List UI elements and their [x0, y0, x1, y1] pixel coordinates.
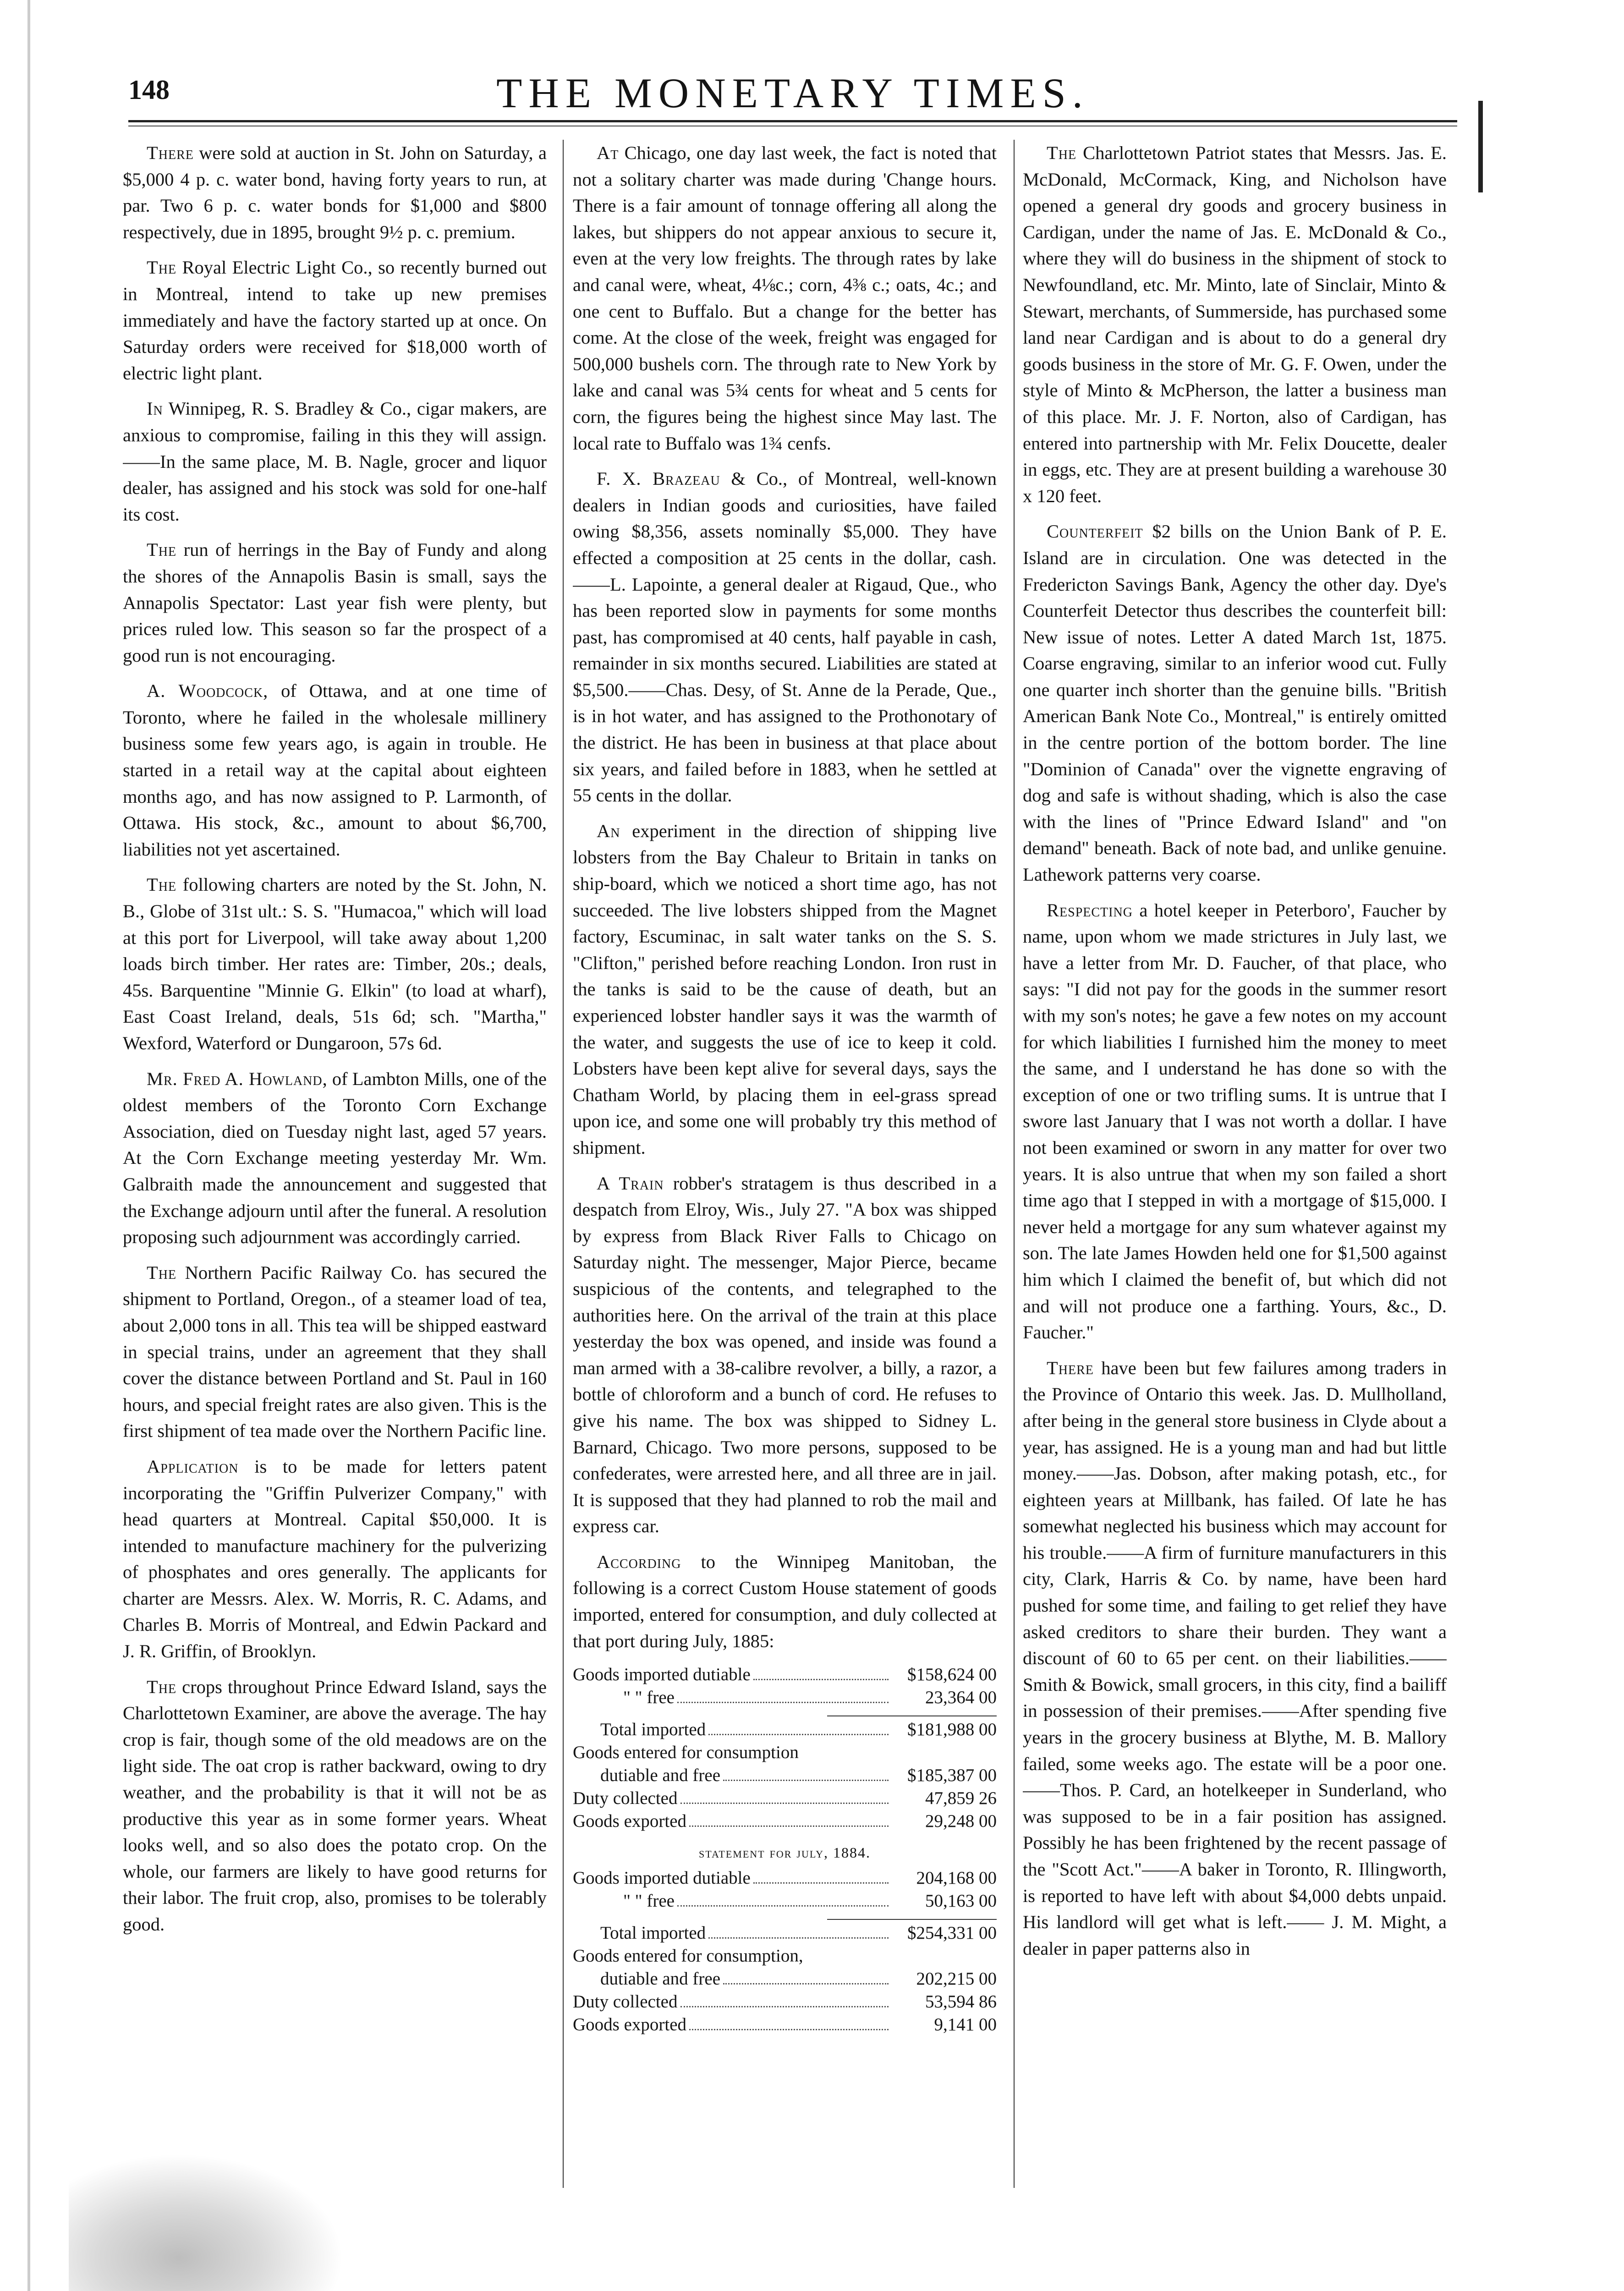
paragraph-text: to the Winnipeg Manitoban, the following is a correct Custom House statement of goods imported, entered for consumption, and duly collected at that port during July, 1885: — [573, 1551, 997, 1651]
statement-value: 202,215 00 — [916, 1969, 997, 1989]
article-paragraph — [123, 1066, 547, 1250]
leader-dots — [680, 2006, 889, 2007]
statement-label: Goods imported dutiable — [573, 1665, 751, 1685]
article-paragraph — [123, 871, 547, 1056]
paragraph-lead: Application — [147, 1456, 239, 1477]
leader-dots — [708, 1734, 889, 1735]
paragraph-text: Chicago, one day last week, the fact is noted that not a solitary charter was made during 'Change hours. There is a fair amount of tonnage offering all along the lakes, but shippers do not appear anxious to secure it, even at the very low freights. The through rates by lake and canal were, wheat, 4⅛c.; corn, 4⅜ c.; oats, 4c.; and one cent to Buffalo. But a change for the better has come. At the close of the week, freight was engaged for 500,000 bushels corn. The through rate to New York by lake and canal was 5¾ cents for wheat and 5 cents for corn, the figures being the highest since May last. The local rate to Buffalo was 1¾ cenfs. — [573, 143, 997, 454]
page-number: 148 — [128, 75, 170, 105]
statement-row — [573, 1810, 997, 1833]
statement-label: dutiable and free — [600, 1765, 721, 1786]
paragraph-text: $2 bills on the Union Bank of P. E. Island are in circulation. One was detected in the Fredericton Savings Bank, Agency the other day. Dye's Counterfeit Detector thus describes the counterfeit bill: New issue of notes. Letter A dated March 1st, 1875. Coarse engraving, similar to an inferior wood cut. Fully one quarter inch shorter than the genuine bills. "British American Bank Note Co., Montreal," is entirely omitted in the centre portion of the bottom border. The line "Dominion of Canada" over the vignette engraving of dog and safe is without shading, which is also the case with the lines of "Prince Edward Island" and "on demand" beneath. Back of note bad, and unlike genuine. Lathework patterns very coarse. — [1023, 521, 1447, 885]
column-rule-2 — [1014, 140, 1015, 2188]
article-paragraph — [1023, 1355, 1447, 1962]
paragraph-lead: An — [597, 820, 620, 841]
paragraph-lead: A. Woodcock, — [147, 680, 269, 702]
article-paragraph — [123, 1260, 547, 1444]
paragraph-text: Royal Electric Light Co., so recently burned out in Montreal, intend to take up new premises immediately and have the factory started up at once. On Saturday orders were received for $18,000 worth of electric light plant. — [123, 257, 547, 384]
article-paragraph — [573, 140, 997, 456]
statement-label: Duty collected — [573, 1992, 678, 2012]
paragraph-lead: The — [147, 874, 177, 895]
paragraph-lead: The — [147, 1676, 177, 1697]
statement-row — [573, 1922, 997, 1945]
statement-label: Goods exported — [573, 1811, 687, 1831]
statement-value: $185,387 00 — [907, 1765, 997, 1786]
statement-row — [573, 1686, 997, 1709]
paragraph-lead: A Train — [597, 1173, 664, 1194]
statement-row — [573, 1718, 997, 1741]
statement-label: Goods entered for consumption, — [573, 1946, 803, 1966]
leader-dots — [680, 1803, 889, 1804]
paragraph-lead: The — [147, 539, 177, 560]
binding-edge — [0, 0, 30, 2291]
paragraph-text: is to be made for letters patent incorporating the "Griffin Pulverizer Company," with head quarters at Montreal. Capital $50,000. It is intended to manufacture machinery for the pulverizing of phosphates and ores generally. The applicants for charter are Messrs. Alex. W. Morris, R. C. Adams, and Charles B. Morris of Montreal, and Edwin Packard and J. R. Griffin, of Brooklyn. — [123, 1456, 547, 1662]
statement-caption: statement for july, 1884. — [699, 1844, 871, 1861]
paragraph-text: crops throughout Prince Edward Island, says the Charlottetown Examiner, are above the average. The hay crop is fair, though some of the old meadows are on the light side. The oat crop is rather backward, owing to dry weather, and the probability is that it will not be as productive this year as in some former years. Wheat looks well, and so also does the potato crop. On the whole, our farmers are likely to have good returns for their labor. The fruit crop, also, promises to be tolerably good. — [123, 1676, 547, 1935]
statement-row — [573, 1741, 997, 1764]
paragraph-text: following charters are noted by the St. John, N. B., Globe of 31st ult.: S. S. "Humacoa," which will load at this port for Liverpool, will take away about 1,200 loads birch timber. Her rates are: Timber, 20s.; deals, 45s. Barquentine "Minnie G. Elkin" (to load at wharf), East Coast Ireland, deals, 51s 6d; sch. "Martha," Wexford, Waterford or Dungaroon, 57s 6d. — [123, 874, 547, 1053]
statement-label: Goods exported — [573, 2015, 687, 2035]
statement-label: Duty collected — [573, 1788, 678, 1809]
statement-value: 50,163 00 — [925, 1891, 997, 1911]
page-header — [128, 69, 1457, 133]
statement-row — [573, 1787, 997, 1810]
article-paragraph — [1023, 897, 1447, 1346]
paragraph-text: Winnipeg, R. S. Bradley & Co., cigar makers, are anxious to compromise, failing in this they will assign.——In the same place, M. B. Nagle, grocer and liquor dealer, has assigned and his stock was sold for one-half its cost. — [123, 398, 547, 525]
statement-row — [573, 1968, 997, 1990]
statement-row — [573, 1764, 997, 1787]
paragraph-lead: Mr. Fred A. Howland, — [147, 1068, 328, 1089]
paragraph-lead: According — [597, 1551, 681, 1572]
article-paragraph — [123, 140, 547, 245]
statement-value: 204,168 00 — [916, 1868, 997, 1888]
column-rule-1 — [563, 140, 564, 2188]
paragraph-lead: The — [147, 257, 177, 278]
article-paragraph — [123, 254, 547, 386]
column-3 — [1023, 140, 1447, 2202]
statement-row — [573, 1990, 997, 2013]
statement-value: $254,331 00 — [907, 1923, 997, 1943]
paragraph-lead: At — [597, 143, 619, 163]
statement-label: Total imported — [600, 1720, 706, 1740]
paragraph-lead: There — [1047, 1357, 1094, 1378]
paragraph-lead: There — [147, 143, 194, 163]
leader-dots — [723, 1983, 889, 1984]
paragraph-lead: Counterfeit — [1047, 521, 1143, 542]
paragraph-text: run of herrings in the Bay of Fundy and along the shores of the Annapolis Basin is small, says the Annapolis Spectator: Last year fish were plenty, but prices ruled low. This season so far the prospect of a good run is not encouraging. — [123, 539, 547, 666]
statement-label: dutiable and free — [600, 1969, 721, 1989]
paragraph-text: Northern Pacific Railway Co. has secured the shipment to Portland, Oregon., of a steamer load of tea, about 2,000 tons in all. This tea will be shipped eastward in special trains, under an agreement that they shall cover the distance between Portland and St. Paul in 160 hours, and special freight rates are also given. This is the first shipment of tea made over the Northern Pacific line. — [123, 1262, 547, 1441]
paragraph-text: of Lambton Mills, one of the oldest members of the Toronto Corn Exchange Association, died on Tuesday night last, aged 57 years. At the Corn Exchange meeting yesterday Mr. Wm. Galbraith made the announcement and suggested that the Exchange adjourn until after the funeral. A resolution proposing such adjournment was accordingly carried. — [123, 1068, 547, 1248]
article-paragraph — [123, 537, 547, 669]
statement-value: 9,141 00 — [934, 2015, 997, 2035]
article-paragraph — [123, 395, 547, 527]
paragraph-text: of Ottawa, and at one time of Toronto, where he failed in the wholesale millinery business some few years ago, is again in trouble. He started in a retail way at the capital about eighteen months ago, and has now assigned to P. Larmonth, of Ottawa. His stock, &c., amount to about $6,700, liabilities not yet ascertained. — [123, 680, 547, 860]
article-paragraph — [123, 678, 547, 862]
statement-value: 29,248 00 — [925, 1811, 997, 1831]
article-paragraph — [1023, 518, 1447, 888]
article-paragraph — [573, 1549, 997, 1654]
statement-label: " " free — [623, 1688, 675, 1708]
leader-dots — [677, 1702, 889, 1703]
paragraph-text: have been but few failures among traders in the Province of Ontario this week. Jas. D. Mullholland, after being in the general store business in Clyde about a year, has assigned. He is a young man and had but little money.——Jas. Dobson, after making potash, etc., for eighteen years at Millbank, has failed. Of late he has somewhat neglected his business which may account for his trouble.——A firm of furniture manufacturers in this city, Clark, Harris & Co. by name, have been hard pushed for some time, and failing to get relief they have asked creditors to share their burden. They want a discount of 60 to 65 per cent. on their liabilities.——Smith & Bowick, small grocers, in this city, find a bailiff in possession of their premises.——After spending five years in the grocery business at Blythe, M. B. Mallory failed, some weeks ago. The estate will be a poor one.——Thos. P. Card, an hotelkeeper in Sunderland, who was supposed to be in a fair position has assigned. Possibly he has been frightened by the recent passage of the "Scott Act."——A baker in Toronto, R. Illingworth, is reported to have left with about $4,000 debts unpaid. His landlord will get what is left.—— J. M. Might, a dealer in paper patterns also in — [1023, 1357, 1447, 1959]
paragraph-text: a hotel keeper in Peterboro', Faucher by name, upon whom we made strictures in July last, we have a letter from Mr. D. Faucher, of that place, who says: "I did not pay for the goods in the summer resort with my son's notes; he gave a few notes on my account for which liabilities I furnished him the money to meet the same, and I understand he has done so with the exception of one or two trifling sums. It is untrue that I swore last January that I was not worth a dollar. I have not been examined or sworn in any matter for over two years. It is also untrue that when my son failed a short time ago that I stepped in with a mortgage of $15,000. I never held a mortgage for any sum whatever against my son. The late James Howden held one for $1,500 against him which I claimed the benefit of, but which did not and will not produce one a farthing. Yours, &c., D. Faucher." — [1023, 899, 1447, 1343]
leader-dots — [723, 1780, 889, 1781]
statement-label: Goods imported dutiable — [573, 1868, 751, 1888]
paragraph-text: experiment in the direction of shipping live lobsters from the Bay Chaleur to Britain in tanks on ship-board, which we noticed a short time ago, has not succeeded. The live lobsters shipped from the Magnet factory, Escuminac, in salt water tanks on the S. S. "Clifton," perished before reaching London. Iron rust in the tanks is said to be the cause of death, but an experienced lobster handler says it was the warmth of the water, and suggests the use of ice to keep it cold. Lobsters have been kept alive for several days, says the Chatham World, by placing them in eel-grass spread upon ice, and some one will probably try this method of shipment. — [573, 820, 997, 1158]
column-1 — [123, 140, 547, 2202]
statement-label: Total imported — [600, 1923, 706, 1943]
statement-row — [573, 1867, 997, 1890]
margin-mark — [1478, 101, 1483, 192]
leader-dots — [689, 1825, 889, 1827]
article-paragraph — [123, 1674, 547, 1938]
statement-label: Goods entered for consumption — [573, 1743, 799, 1763]
paragraph-lead: In — [147, 398, 163, 419]
leader-dots — [708, 1937, 889, 1939]
paragraph-lead: The — [147, 1262, 177, 1283]
article-paragraph — [123, 1453, 547, 1665]
paragraph-text: Charlottetown Patriot states that Messrs. Jas. E. McDonald, McCormack, King, and Nicholson have opened a general dry goods and grocery business in Cardigan, under the name of Jas. E. McDonald & Co., where they will do business in the shipment of stock to Newfoundland, etc. Mr. Minto, late of Sinclair, Minto & Stewart, merchants, of Summerside, has purchased some land near Cardigan and is about to do a general dry goods business in the store of Mr. G. F. Owen, under the style of Minto & McPherson, the latter a business man of this place. Mr. J. F. Norton, also of Cardigan, has entered into partnership with Mr. Felix Doucette, dealer in eggs, etc. They are at present building a warehouse 30 x 120 feet. — [1023, 143, 1447, 506]
statement-row — [573, 2013, 997, 2036]
leader-dots — [689, 2029, 889, 2030]
article-paragraph — [573, 466, 997, 809]
leader-dots — [753, 1679, 889, 1680]
statement-value: 23,364 00 — [925, 1688, 997, 1708]
statement-label: " " free — [623, 1891, 675, 1911]
statement-value: 47,859 26 — [925, 1788, 997, 1809]
article-paragraph — [573, 818, 997, 1161]
leader-dots — [753, 1882, 889, 1884]
statement-value: $158,624 00 — [907, 1665, 997, 1685]
paragraph-text: were sold at auction in St. John on Saturday, a $5,000 4 p. c. water bond, having forty years to run, at par. Two 6 p. c. water bonds for $1,000 and $800 respectively, due in 1895, brought 9½ p. c. premium. — [123, 143, 547, 242]
sum-rule — [827, 1919, 997, 1920]
header-rule — [128, 120, 1457, 122]
masthead-title: THE MONETARY TIMES. — [496, 70, 1089, 116]
leader-dots — [677, 1905, 889, 1907]
statement-value: $181,988 00 — [907, 1720, 997, 1740]
column-2 — [573, 140, 997, 2202]
statement-row — [573, 1890, 997, 1913]
paragraph-lead: F. X. Brazeau — [597, 468, 720, 489]
statement-row — [573, 1663, 997, 1686]
paragraph-lead: The — [1047, 143, 1077, 163]
statement-row — [573, 1945, 997, 1968]
customs-statement — [573, 1663, 997, 2036]
paragraph-lead: Respecting — [1047, 899, 1133, 921]
article-paragraph — [1023, 140, 1447, 509]
statement-value: 53,594 86 — [925, 1992, 997, 2012]
paragraph-text: & Co., of Montreal, well-known dealers in Indian goods and curiosities, have failed owing $8,356, assets nominally $5,000. They have effected a composition at 25 cents in the dollar, cash.——L. Lapointe, a general dealer at Rigaud, Que., who has been reported slow in payments for some months past, has compromised at 40 cents, half payable in cash, remainder in six months secured. Liabilities are stated at $5,500.——Chas. Desy, of St. Anne de la Perade, Que., is in hot water, and has assigned to the Prothonotary of the district. He has been in business at that place about six years, and failed before in 1883, when he settled at 55 cents in the dollar. — [573, 468, 997, 806]
paragraph-text: robber's stratagem is thus described in a despatch from Elroy, Wis., July 27. "A box was shipped by express from Black River Falls to Chicago on Saturday night. The messenger, Major Pierce, became suspicious of the contents, and telegraphed to the authorities here. On the arrival of the train at this place yesterday the box was opened, and inside was found a man armed with a 38-calibre revolver, a billy, a razor, a bottle of chloroform and a bunch of cord. He refuses to give his name. The box was shipped to Sidney L. Barnard, Chicago. Two more persons, supposed to be confederates, were arrested here, and all three are in jail. It is supposed that they had planned to rob the mail and express car. — [573, 1173, 997, 1537]
article-paragraph — [573, 1170, 997, 1540]
